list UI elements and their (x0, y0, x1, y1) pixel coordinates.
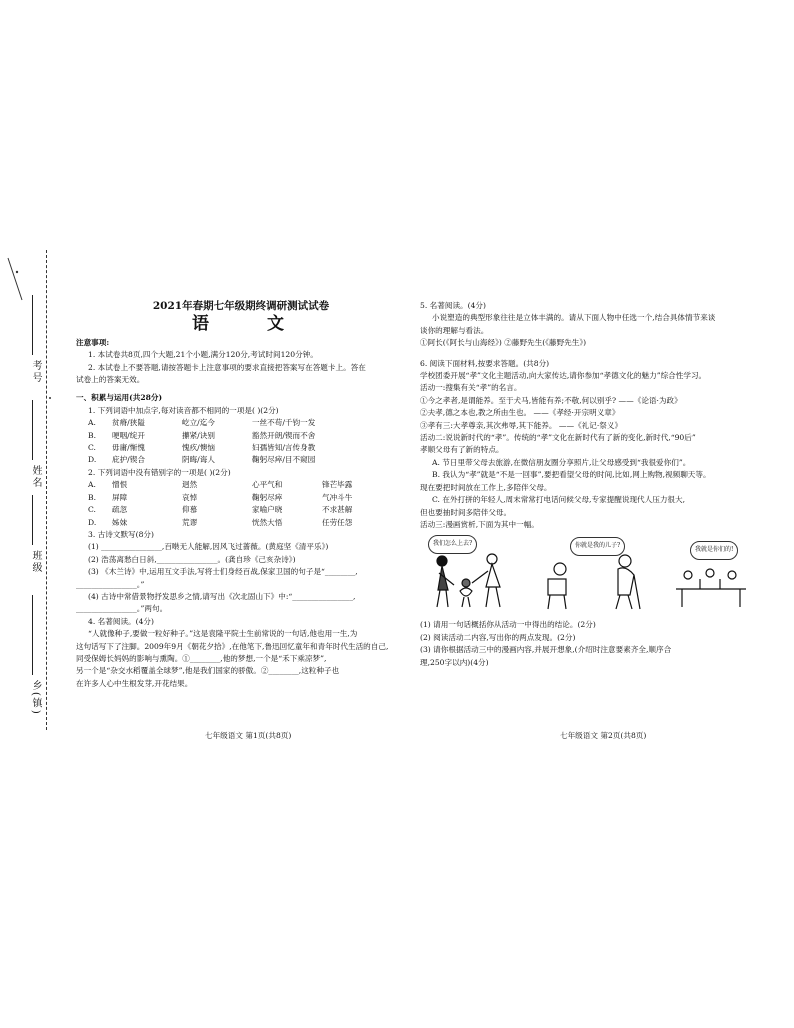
q6-line: ③孝有三:大孝尊亲,其次弗辱,其下能养。 ——《礼记·祭义》 (420, 420, 623, 430)
question-4: 4. 名著阅读。(4分) (88, 616, 154, 626)
q6-line: A. 节日里带父母去旅游,在微信朋友圈分享照片,让父母感受到“我很爱你们”。 (432, 457, 691, 467)
q3-line: ________________。” (76, 579, 145, 589)
exam-number-blank (32, 295, 33, 355)
q1-option-d: D. 庇护/锲合 阴晦/诲人 鞠躬尽瘁/目不窥园 (88, 455, 316, 465)
name-blank (32, 400, 33, 460)
q1-option-b: B. 哽咽/绽开 攥紧/诀别 豁然开朗/锲而不舍 (88, 430, 316, 440)
q1-option-c: C. 毋庸/惭愧 愧疚/懊恼 妇孺皆知/言传身教 (88, 443, 316, 453)
section-heading: 一、积累与运用(共28分) (76, 393, 163, 403)
q6-sub-question: (1) 请用一句话概括你从活动一中得出的结论。(2分) (420, 620, 596, 630)
q4-line: 另一个是“杂交水稻覆盖全球梦”,他是我们国家的骄傲。②________,这粒种子也 (76, 666, 340, 676)
question-1: 1. 下列词语中加点字,每对读音都不相同的一项是( )(2分) (88, 405, 279, 415)
q6-line: B. 我认为“孝”就是“不是一回事”,要把看望父母的时间,比如,网上购物,视频聊天等。 (432, 470, 711, 480)
cartoon-bubble: 我就是你们的! (690, 541, 738, 559)
q6-line: 活动一:搜集有关“孝”的名言。 (420, 383, 522, 393)
q5-line: 谈你的理解与看法。 (420, 325, 489, 335)
q4-line: “人就像种子,要做一粒好种子。”这是袁隆平院士生前常说的一句话,他也用一生,为 (88, 629, 358, 639)
q3-line: ________________。”两句。 (76, 604, 168, 614)
q6-sub-question: 理,250字以内)(4分) (420, 657, 489, 667)
q6-sub-question: (2) 阅读活动二内容,写出你的两点发现。(2分) (420, 632, 576, 642)
q5-line: 小说塑造的典型形象往往是立体丰满的。请从下面人物中任选一个,结合具体情节来谈 (432, 313, 716, 323)
exam-title: 2021年春期七年级期终调研测试试卷 (152, 300, 330, 312)
q3-line: (1) ________________,百啭无人能解,因风飞过蔷薇。(黄庭坚《清平乐》) (88, 542, 329, 552)
subject-title: 语 文 (192, 314, 310, 335)
q2-option-a: A. 憎恨 迥然 心平气和 锋芒毕露 (88, 480, 353, 490)
question-6: 6. 阅读下面材料,按要求答题。(共8分) (420, 358, 550, 368)
q6-line: 活动三:漫画赏析,下面为其中一幅。 (420, 519, 539, 529)
question-2: 2. 下列词语中没有错别字的一项是( )(2分) (88, 467, 231, 477)
q3-line: (2) 浩荡离愁白日斜,________________。(龚自珍《己亥杂诗》) (88, 554, 296, 564)
township-blank (32, 595, 33, 675)
q6-line: 活动二:说说新时代的“孝”。传统的“孝”文化在新时代有了新的变化,新时代,“90后” (420, 433, 696, 443)
exam-number-label: 考号 (30, 360, 41, 384)
q6-line: 现在要把时间放在工作上,多陪伴父母。 (420, 482, 552, 492)
q6-line: 学校团委开展“孝”文化主题活动,向大家传达,请你参加“孝德文化的魅力”综合性学习。 (420, 371, 707, 381)
name-label: 姓名 (30, 465, 41, 489)
question-3: 3. 古诗文默写(8分) (88, 529, 154, 539)
binding-margin (0, 250, 80, 730)
q6-line: 孝顺父母有了新的特点。 (420, 445, 504, 455)
township-label: 乡(镇) (30, 680, 41, 716)
q6-sub-question: (3) 请你根据活动三中的漫画内容,并展开想象,(介绍时注意要素齐全,顺序合 (420, 645, 672, 655)
q6-line: ①今之孝者,是谓能养。至于犬马,皆能有养;不敬,何以别乎? ——《论语·为政》 (420, 395, 682, 405)
note-line: 1. 本试卷共8页,四个大题,21个小题,满分120分,考试时间120分钟。 (88, 350, 318, 360)
q6-line: C. 在外打拼的年轻人,周末常常打电话问候父母,专家提醒说现代人压力很大, (432, 495, 686, 505)
q2-option-d: D. 姊妹 荒谬 恍然大悟 任劳任怨 (88, 517, 353, 527)
note-line: 2. 本试卷上不要答题,请按答题卡上注意事项的要求直接把答案写在答题卡上。答在 (88, 362, 366, 372)
page-footer-right: 七年级语文 第2页(共8页) (560, 731, 647, 740)
page-two (420, 300, 758, 669)
notes-title: 注意事项: (76, 337, 110, 347)
q6-line: ②夫孝,德之本也,教之所由生也。 ——《孝经·开宗明义章》 (420, 408, 620, 418)
q3-line: (4) 古诗中常借景物抒发思乡之情,请写出《次北固山下》中:“________________, (88, 591, 356, 601)
cartoon-strip (420, 535, 758, 613)
q5-line: ①阿长(《阿长与山海经》) ②藤野先生(《藤野先生》) (420, 338, 587, 348)
note-line: 试卷上的答案无效。 (76, 375, 145, 385)
binding-fold-line (46, 250, 47, 730)
page-footer-left: 七年级语文 第1页(共8页) (205, 731, 292, 740)
q1-option-a: A. 贫瘠/狭隘 屹立/迄今 一丝不苟/千钧一发 (88, 418, 316, 428)
class-label: 班级 (30, 550, 41, 574)
q2-option-b: B. 屏障 哀悼 鞠躬尽瘁 气冲斗牛 (88, 492, 353, 502)
q4-line: 在许多人心中生根发芽,开花结果。 (76, 678, 193, 688)
page-one (76, 300, 406, 690)
question-5: 5. 名著阅读。(4分) (420, 301, 486, 310)
q6-line: 但也要抽时间多陪伴父母。 (420, 507, 512, 517)
q2-option-c: C. 疏忽 仰慕 家喻户晓 不求甚解 (88, 505, 353, 515)
q3-line: (3) 《木兰诗》中,运用互文手法,写将士们身经百战,保家卫国的句子是“________, (88, 567, 358, 577)
cartoon-bubble: 我们怎么上去? (428, 535, 477, 553)
cartoon-illustration (420, 535, 758, 613)
q4-line: 这句话写下了注脚。2009年9月《朝花夕拾》,在他笔下,鲁迅回忆童年和青年时代生活的自己, (76, 641, 389, 651)
q4-line: 同受保姆长妈妈的影响与熏陶。①________,他的梦想,一个是“禾下乘凉梦”, (76, 653, 327, 663)
cartoon-bubble: 你就是我的儿子? (570, 537, 625, 555)
class-blank (32, 495, 33, 545)
